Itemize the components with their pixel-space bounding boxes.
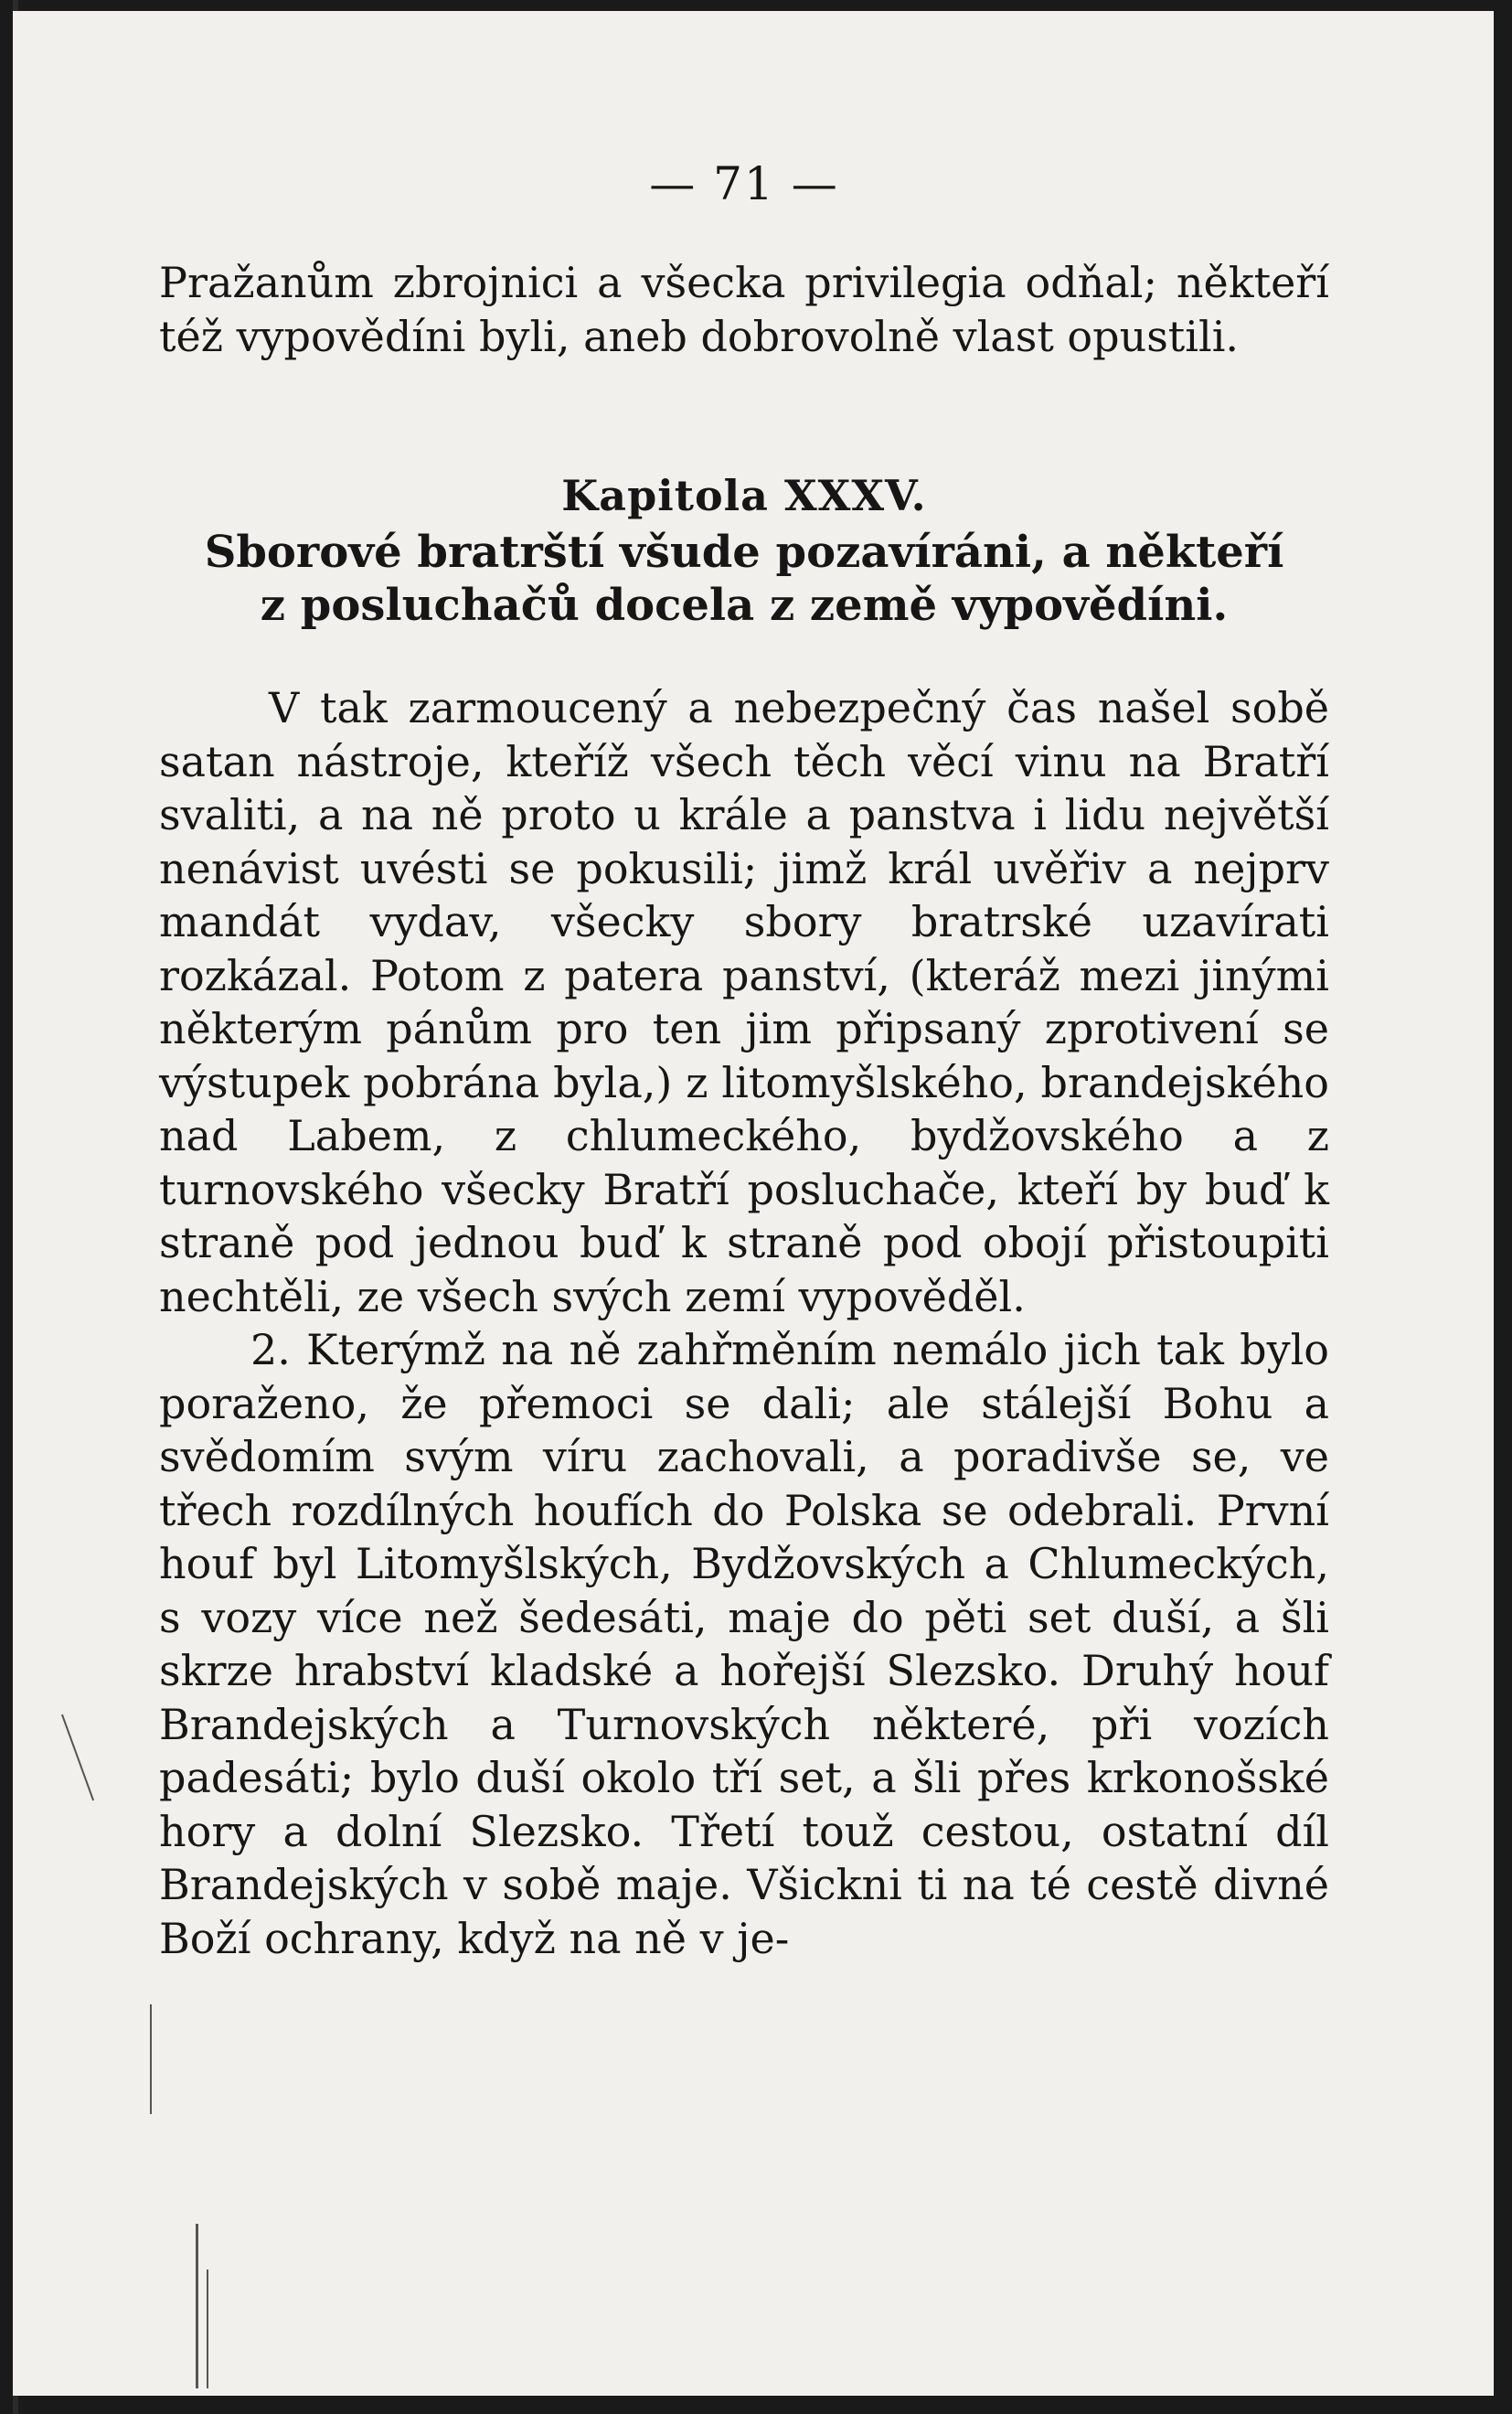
scanned-page <box>13 11 1494 2396</box>
margin-mark <box>207 2270 208 2388</box>
margin-mark <box>196 2224 198 2388</box>
page-content <box>159 157 1329 1965</box>
margin-mark <box>150 2004 152 2114</box>
intro-paragraph: Pražanům zbrojnici a všecka privilegia odňal; někteří též vypovědíni byli, aneb dobrovolně vlast opustili. <box>159 258 1329 361</box>
chapter-title <box>159 526 1329 632</box>
chapter-heading: Kapitola XXXV. <box>561 471 927 520</box>
body-paragraph-2: 2. Kterýmž na ně zahřměním nemálo jich tak bylo poraženo, že přemoci se dali; ale stálejší Bohu a svědomím svým víru zachovali, a poradivše se, ve třech rozdílných houfích do Polska se odebrali. První houf byl Litomyšlských, Bydžovských a Chlumeckých, s vozy více než šedesáti, maje do pěti set duší, a šli skrze hrabství kladské a hořejší Slezsko. Druhý houf Brandejských a Turnovských některé, při vozích padesáti; bylo duší okolo tří set, a šli přes krkonošské hory a dolní Slezsko. Třetí touž cestou, ostatní díl Brandejských v sobě maje. Všickni ti na té cestě divné Boží ochrany, když na ně v je- <box>159 1325 1329 1963</box>
page-number: — 71 — <box>649 157 839 210</box>
chapter-title-line-2: z posluchačů docela z země vypovědíni. <box>260 580 1229 631</box>
margin-mark <box>61 1714 94 1801</box>
body-paragraph-1: V tak zarmoucený a nebezpečný čas našel sobě satan nástroje, kteříž všech těch věcí vinu na Bratří svaliti, a na ně proto u krále a panstva i lidu největší nenávist uvésti se pokusili; jimž král uvěřiv a nejprv mandát vydav, všecky sbory bratrské uzavírati rozkázal. Potom z patera panství, (kteráž mezi jinými některým pánům pro ten jim připsaný zprotivení se výstupek pobrána byla,) z litomyšlského, brandejského nad Labem, z chlumeckého, bydžovského a z turnovského všecky Bratří posluchače, kteří by buď k straně pod jednou buď k straně pod obojí přistoupiti nechtěli, ze všech svých zemí vypověděl. <box>159 683 1329 1321</box>
chapter-title-line-1: Sborové bratrští všude pozavíráni, a někteří <box>204 527 1284 578</box>
page-right-edge <box>1494 0 1512 2414</box>
